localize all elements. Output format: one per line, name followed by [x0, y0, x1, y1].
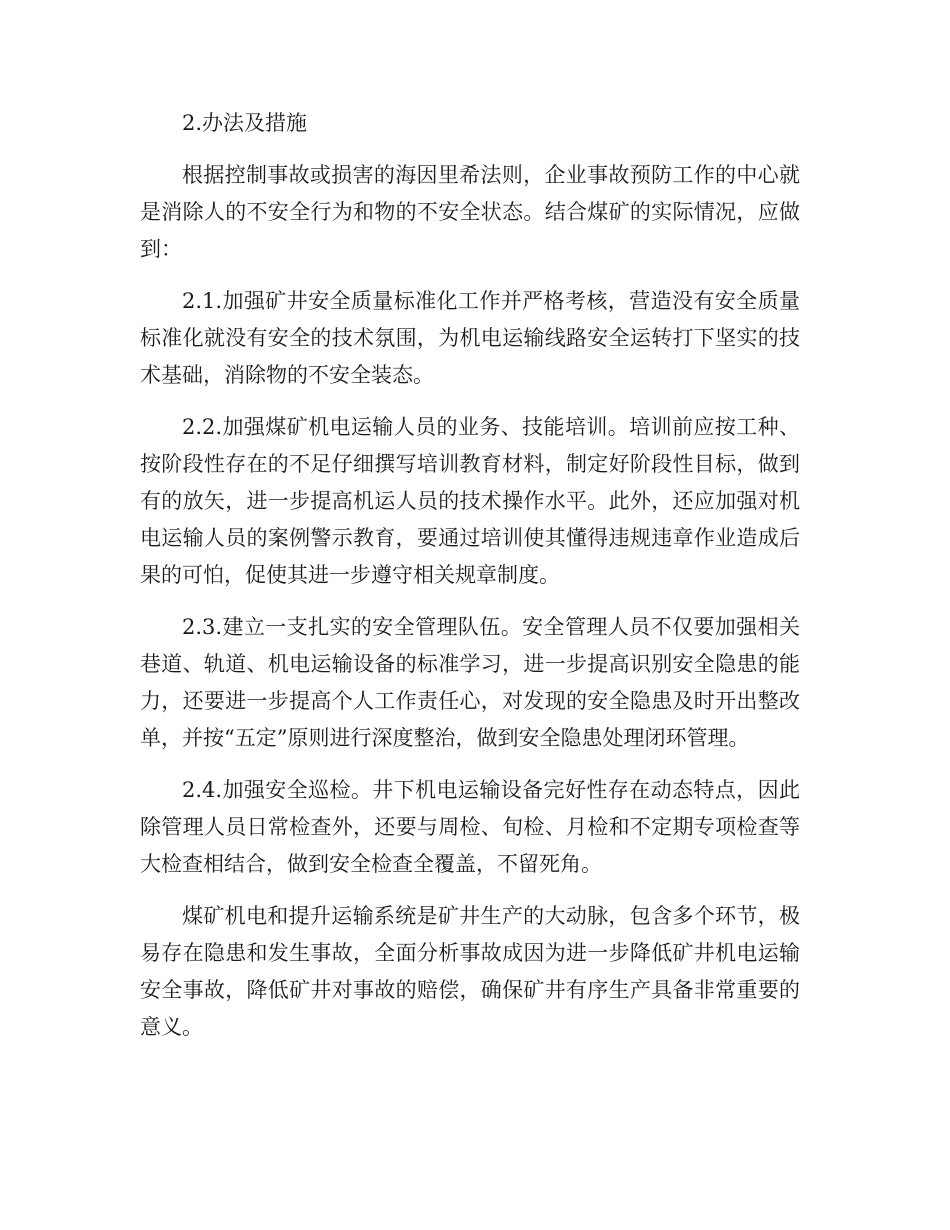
- measure-paragraph-2-4: 2.4.加强安全巡检。井下机电运输设备完好性存在动态特点，因此除管理人员日常检查外，还要与周检、旬检、月检和不定期专项检查等大检查相结合，做到安全检查全覆盖，不留死角。: [140, 778, 800, 876]
- document-body: [140, 105, 800, 1061]
- measure-paragraph-2-3: 2.3.建立一支扎实的安全管理队伍。安全管理人员不仅要加强相关巷道、轨道、机电运输设备的标准学习，进一步提高识别安全隐患的能力，还要进一步提高个人工作责任心，对发现的安全隐患及时开出整改单，并按“五定”原则进行深度整治，做到安全隐患处理闭环管理。: [140, 615, 800, 750]
- conclusion-paragraph: 煤矿机电和提升运输系统是矿井生产的大动脉，包含多个环节，极易存在隐患和发生事故，全面分析事故成因为进一步降低矿井机电运输安全事故，降低矿井对事故的赔偿，确保矿井有序生产具备非常重要的意义。: [140, 904, 800, 1039]
- measure-paragraph-2-2: 2.2.加强煤矿机电运输人员的业务、技能培训。培训前应按工种、按阶段性存在的不足仔细撰写培训教育材料，制定好阶段性目标，做到有的放矢，进一步提高机运人员的技术操作水平。此外，还应加强对机电运输人员的案例警示教育，要通过培训使其懂得违规违章作业造成后果的可怕，促使其进一步遵守相关规章制度。: [140, 415, 800, 587]
- section-heading: 2.办法及措施: [182, 111, 308, 135]
- measure-paragraph-2-1: 2.1.加强矿井安全质量标准化工作并严格考核，营造没有安全质量标准化就没有安全的技术氛围，为机电运输线路安全运转打下坚实的技术基础，消除物的不安全装态。: [140, 289, 800, 387]
- intro-paragraph: 根据控制事故或损害的海因里希法则，企业事故预防工作的中心就是消除人的不安全行为和物的不安全状态。结合煤矿的实际情况，应做到：: [140, 163, 800, 261]
